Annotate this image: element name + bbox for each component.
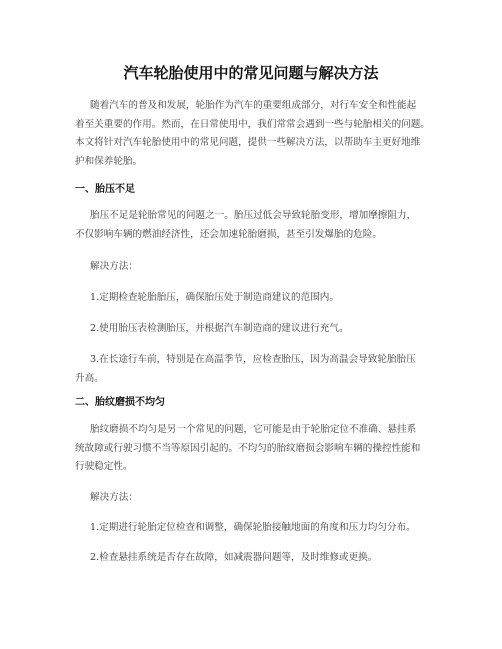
section-description [75, 421, 437, 477]
solution-item: 2.使用胎压表检测胎压，并根据汽车制造商的建议进行充气。 [90, 323, 349, 334]
document-title: 汽车轮胎使用中的常见问题与解决方法 [123, 64, 379, 82]
section-heading-tire-pressure: 一、胎压不足 [75, 184, 135, 195]
intro-line: 本文将针对汽车轮胎使用中的常见问题，提供一些解决方法，以帮助车主更好地维 [75, 137, 421, 148]
solution-item: 3.在长途行车前，特别是在高温季节，应检查胎压，因为高温会导致轮胎胎压 升高。 [75, 354, 416, 384]
description-line: 胎纹磨损不均匀是另一个常见的问题，它可能是由于轮胎定位不准确、悬挂系 [90, 424, 417, 435]
solution-label: 解决方法： [90, 261, 138, 272]
description-line: 胎压不足是轮胎常见的问题之一。胎压过低会导致轮胎变形，增加摩擦阻力， [90, 210, 417, 221]
description-line: 统故障或行驶习惯不当等原因引起的。不均匀的胎纹磨损会影响车辆的操控性能和 [75, 442, 421, 454]
solution-label: 解决方法： [90, 492, 138, 503]
description-line: 行驶稳定性。 [75, 461, 133, 472]
intro-paragraph [75, 97, 437, 171]
intro-line: 护和保养轮胎。 [75, 155, 143, 167]
intro-line: 着至关重要的作用。然而，在日常使用中，我们常常会遇到一些与轮胎相关的问题。 [75, 118, 430, 130]
section-description [75, 207, 437, 244]
section-heading-uneven-wear: 二、胎纹磨损不均匀 [75, 397, 165, 408]
intro-line: 随着汽车的普及和发展，轮胎作为汽车的重要组成部分，对行车安全和性能起 [90, 100, 417, 111]
description-line: 不仅影响车辆的燃油经济性，还会加速轮胎磨损，甚至引发爆胎的危险。 [75, 228, 382, 240]
solution-item: 1.定期检查轮胎胎压，确保胎压处于制造商建议的范围内。 [90, 292, 339, 303]
solution-item: 1.定期进行轮胎定位检查和调整，确保轮胎接触地面的角度和压力均匀分布。 [90, 522, 416, 533]
solution-item: 2.检查悬挂系统是否存在故障，如减震器问题等，及时维修或更换。 [90, 552, 378, 563]
